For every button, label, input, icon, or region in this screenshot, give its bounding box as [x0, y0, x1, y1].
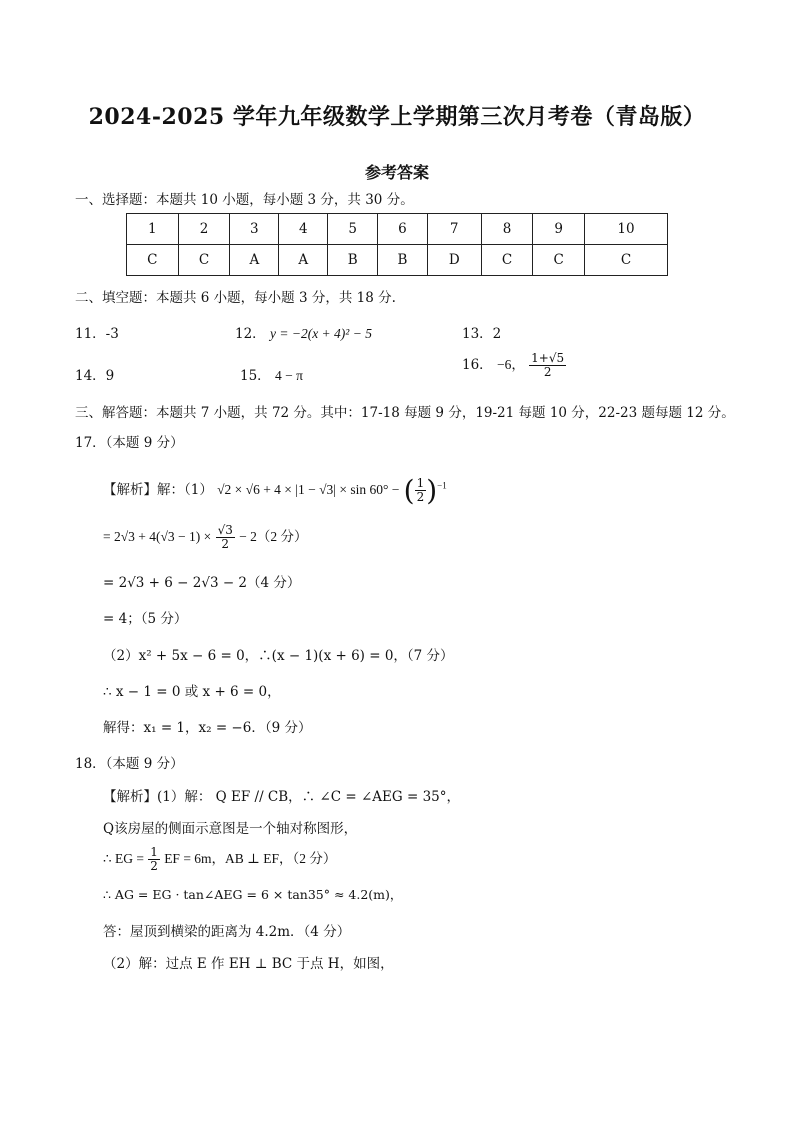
- q17-title: 17．（本题 9 分）: [75, 435, 184, 451]
- q18-line-4: ∴ AG = EG · tan∠AEG = 6 × tan35° ≈ 4.2(m)，: [103, 887, 403, 902]
- section2-heading: 二、填空题：本题共 6 小题，每小题 3 分，共 18 分.: [75, 290, 396, 306]
- table-cell: B: [378, 245, 428, 276]
- answer-q15-expr: 4 − π: [274, 368, 303, 383]
- table-cell: C: [178, 245, 230, 276]
- fraction-numerator: 1+√5: [531, 351, 565, 365]
- fraction-denominator: 2: [543, 365, 552, 380]
- q17-line-1-prefix: 【解析】解：（1）: [103, 482, 213, 498]
- table-cell: D: [427, 245, 481, 276]
- fraction-numerator: 1: [150, 845, 158, 859]
- table-cell: A: [279, 245, 328, 276]
- q17-line-2-expr: = 2√3 + 4(√3 − 1) ×: [103, 529, 212, 545]
- answer-q16-fraction: [529, 352, 566, 379]
- answer-q12-label: 12．: [235, 326, 266, 342]
- table-cell: 2: [178, 214, 230, 245]
- q17-line-2-tail: − 2（2 分）: [239, 529, 308, 545]
- q17-line-1: [103, 474, 447, 507]
- q17-line-1-expr: √2 × √6 + 4 × |1 − √3| × sin 60° −: [217, 482, 400, 497]
- table-cell: A: [230, 245, 279, 276]
- table-cell: 1: [127, 214, 179, 245]
- q17-line-2-fraction: [216, 524, 235, 551]
- fraction-denominator: 2: [150, 859, 158, 874]
- answer-q14: 14．9: [75, 368, 115, 384]
- answer-q11: 11．-3: [75, 326, 119, 342]
- answer-q15-label: 15．: [240, 368, 271, 384]
- q17-line-5: （2）x² + 5x − 6 = 0，∴(x − 1)(x + 6) = 0，（7 分）: [103, 648, 454, 664]
- q18-title: 18．（本题 9 分）: [75, 756, 184, 772]
- answer-q15: [240, 364, 303, 384]
- fraction-numerator: 1: [416, 475, 425, 490]
- fraction-denominator: 2: [221, 537, 230, 552]
- answer-table-number-row: [127, 214, 668, 245]
- q17-line-2: [103, 524, 308, 551]
- page-subtitle: 参考答案: [364, 163, 429, 182]
- answer-q13: 13．2: [462, 326, 502, 342]
- q18-line-6: （2）解：过点 E 作 EH ⊥ BC 于点 H，如图，: [103, 956, 394, 972]
- fraction-numerator: √3: [217, 523, 233, 537]
- q17-line-1-fraction: [415, 477, 427, 504]
- q17-line-1-exponent: −1: [437, 480, 447, 491]
- page-title: 2024-2025 学年九年级数学上学期第三次月考卷（青岛版）: [88, 104, 706, 130]
- q17-line-4: = 4；（5 分）: [103, 611, 188, 627]
- table-cell: 10: [585, 214, 668, 245]
- q17-line-7: 解得：x₁ = 1，x₂ = −6．（9 分）: [103, 720, 312, 736]
- q18-line-3-prefix: ∴ EG =: [103, 851, 144, 867]
- q18-line-3-tail: EF = 6m，AB ⊥ EF，（2 分）: [164, 851, 337, 867]
- table-cell: B: [328, 245, 378, 276]
- answer-q16-first: −6，: [496, 357, 525, 373]
- answer-table-answer-row: [127, 245, 668, 276]
- q18-line-5: 答：屋顶到横梁的距离为 4.2m．（4 分）: [103, 924, 351, 940]
- table-cell: C: [127, 245, 179, 276]
- q17-line-6: ∴ x − 1 = 0 或 x + 6 = 0，: [103, 684, 281, 700]
- q18-line-3-fraction: [148, 846, 160, 873]
- paren-right-icon: ): [426, 474, 438, 507]
- table-cell: 5: [328, 214, 378, 245]
- q18-line-1: 【解析】(1）解： Q EF // CB，∴ ∠C = ∠AEG = 35°，: [103, 789, 461, 805]
- table-cell: 3: [230, 214, 279, 245]
- q17-line-3: = 2√3 + 6 − 2√3 − 2（4 分）: [103, 575, 301, 591]
- table-cell: C: [585, 245, 668, 276]
- section1-heading: 一、选择题：本题共 10 小题，每小题 3 分，共 30 分。: [75, 192, 414, 208]
- answer-table: [126, 213, 668, 276]
- table-cell: 9: [533, 214, 585, 245]
- q18-line-3: [103, 846, 336, 873]
- section3-heading: 三、解答题：本题共 7 小题，共 72 分。其中：17-18 每题 9 分，19-21 每题 10 分，22-23 题每题 12 分。: [75, 405, 735, 421]
- answer-q16-label: 16．: [462, 357, 493, 374]
- table-cell: 6: [378, 214, 428, 245]
- table-cell: C: [481, 245, 533, 276]
- table-cell: 8: [481, 214, 533, 245]
- table-cell: C: [533, 245, 585, 276]
- table-cell: 4: [279, 214, 328, 245]
- answer-q12-expr: y = −2(x + 4)² − 5: [269, 326, 372, 341]
- paren-left-icon: (: [403, 474, 415, 507]
- table-cell: 7: [427, 214, 481, 245]
- fraction-denominator: 2: [416, 490, 425, 504]
- answer-q12: [235, 322, 372, 342]
- answer-q16: [462, 352, 566, 379]
- q18-line-2: Q该房屋的侧面示意图是一个轴对称图形，: [103, 821, 358, 837]
